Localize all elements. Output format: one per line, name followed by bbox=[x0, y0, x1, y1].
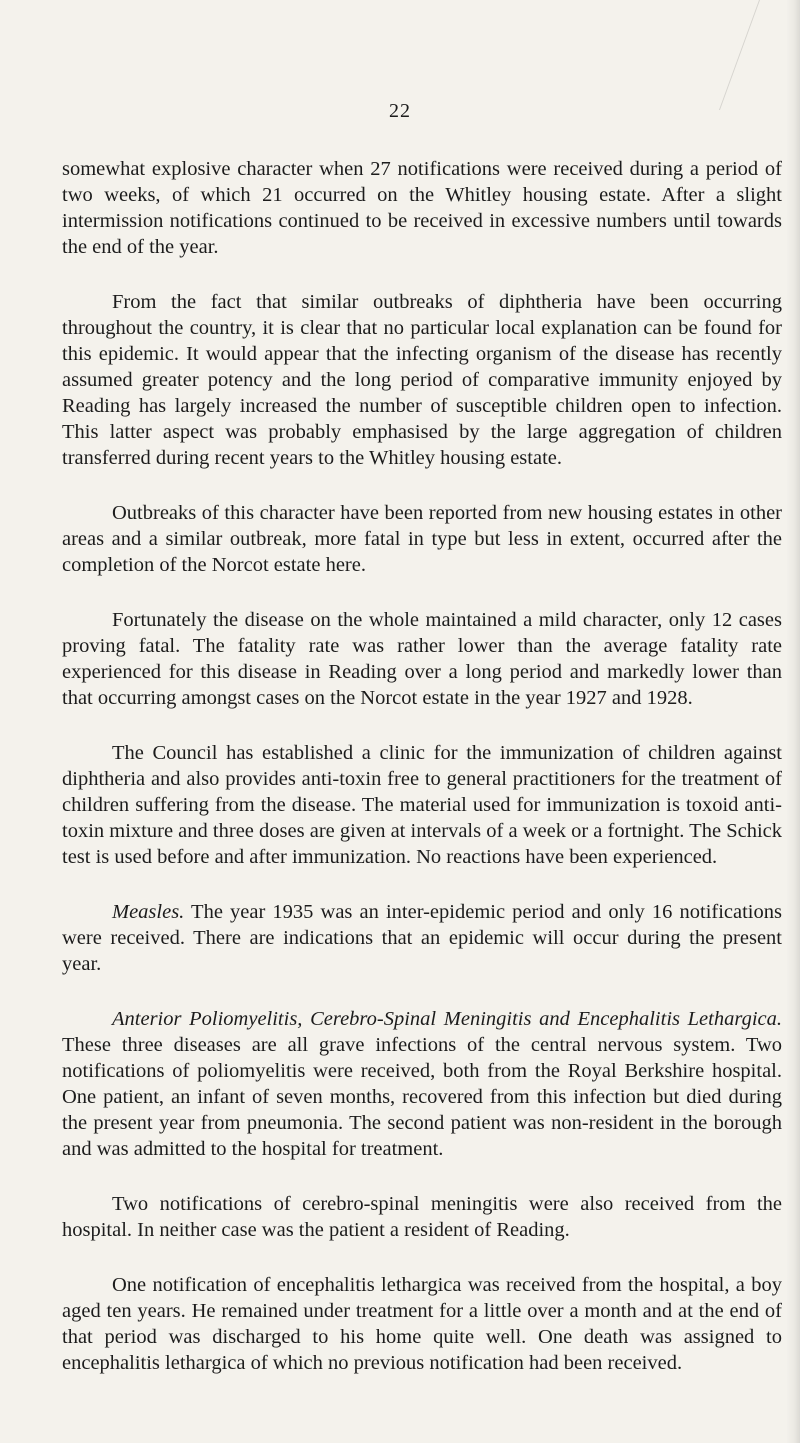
paragraph-text: Outbreaks of this character have been reported from new housing estates in other areas and a similar outbreak, more fatal in type but less in extent, occurred after the completion of the Norcot estate here. bbox=[62, 502, 782, 576]
paragraph-measles bbox=[62, 899, 782, 977]
paragraph-text: somewhat explosive character when 27 notifications were received during a period of two weeks, of which 21 occurred on the Whitley housing estate. After a slight intermission notifications continued to be received in excessive numbers until towards the end of the year. bbox=[62, 158, 782, 258]
body-text bbox=[62, 156, 782, 1376]
paragraph-other-outbreaks bbox=[62, 500, 782, 578]
paragraph-diphtheria-causes bbox=[62, 289, 782, 471]
paragraph-text: Fortunately the disease on the whole maintained a mild character, only 12 cases proving fatal. The fatality rate was rather lower than the average fatality rate experienced for this disease in Reading over a long period and markedly lower than that occurring amongst cases on the Norcot estate in the year 1927 and 1928. bbox=[62, 609, 782, 709]
nervous-diseases-heading: Anterior Poliomyelitis, Cerebro-Spinal Meningitis and Encephalitis Lethargica. bbox=[112, 1008, 782, 1030]
measles-heading: Measles. bbox=[112, 901, 185, 923]
paragraph-diphtheria-outbreak bbox=[62, 156, 782, 260]
paragraph-text: One notification of encephalitis lethargica was received from the hospital, a boy aged ten years. He remained under treatment for a little over a month and at the end of that period was discharged to his home quite well. One death was assigned to encephalitis lethargica of which no previous notification had been received. bbox=[62, 1274, 782, 1374]
paragraph-fatality-rate bbox=[62, 607, 782, 711]
page-number: 22 bbox=[389, 100, 411, 122]
page-edge-shadow bbox=[786, 0, 800, 1443]
paragraph-meningitis bbox=[62, 1191, 782, 1243]
paragraph-immunization-clinic bbox=[62, 740, 782, 870]
paragraph-text: Two notifications of cerebro-spinal meningitis were also received from the hospital. In neither case was the patient a resident of Reading. bbox=[62, 1193, 782, 1241]
paragraph-text: The year 1935 was an inter-epidemic period and only 16 notifications were received. There are indications that an epidemic will occur during the present year. bbox=[62, 901, 782, 975]
paragraph-text: From the fact that similar outbreaks of diphtheria have been occurring throughout the country, it is clear that no particular local explanation can be found for this epidemic. It would appear that the infecting organism of the disease has recently assumed greater potency and the long period of comparative immunity enjoyed by Reading has largely increased the number of susceptible children open to infection. This latter aspect was probably emphasised by the large aggregation of children transferred during recent years to the Whitley housing estate. bbox=[62, 291, 782, 469]
paragraph-text: These three diseases are all grave infections of the central nervous system. Two notifications of poliomyelitis were received, both from the Royal Berkshire hospital. One patient, an infant of seven months, recovered from this infection but died during the present year from pneumonia. The second patient was non-resident in the borough and was admitted to the hospital for treatment. bbox=[62, 1034, 782, 1160]
paragraph-encephalitis bbox=[62, 1272, 782, 1376]
paragraph-nervous-system-diseases bbox=[62, 1006, 782, 1162]
paragraph-text: The Council has established a clinic for the immunization of children against diphtheria and also provides anti-toxin free to general practitioners for the treatment of children suffering from the disease. The material used for immunization is toxoid anti-toxin mixture and three doses are given at intervals of a week or a fortnight. The Schick test is used before and after immunization. No reactions have been experienced. bbox=[62, 742, 782, 868]
